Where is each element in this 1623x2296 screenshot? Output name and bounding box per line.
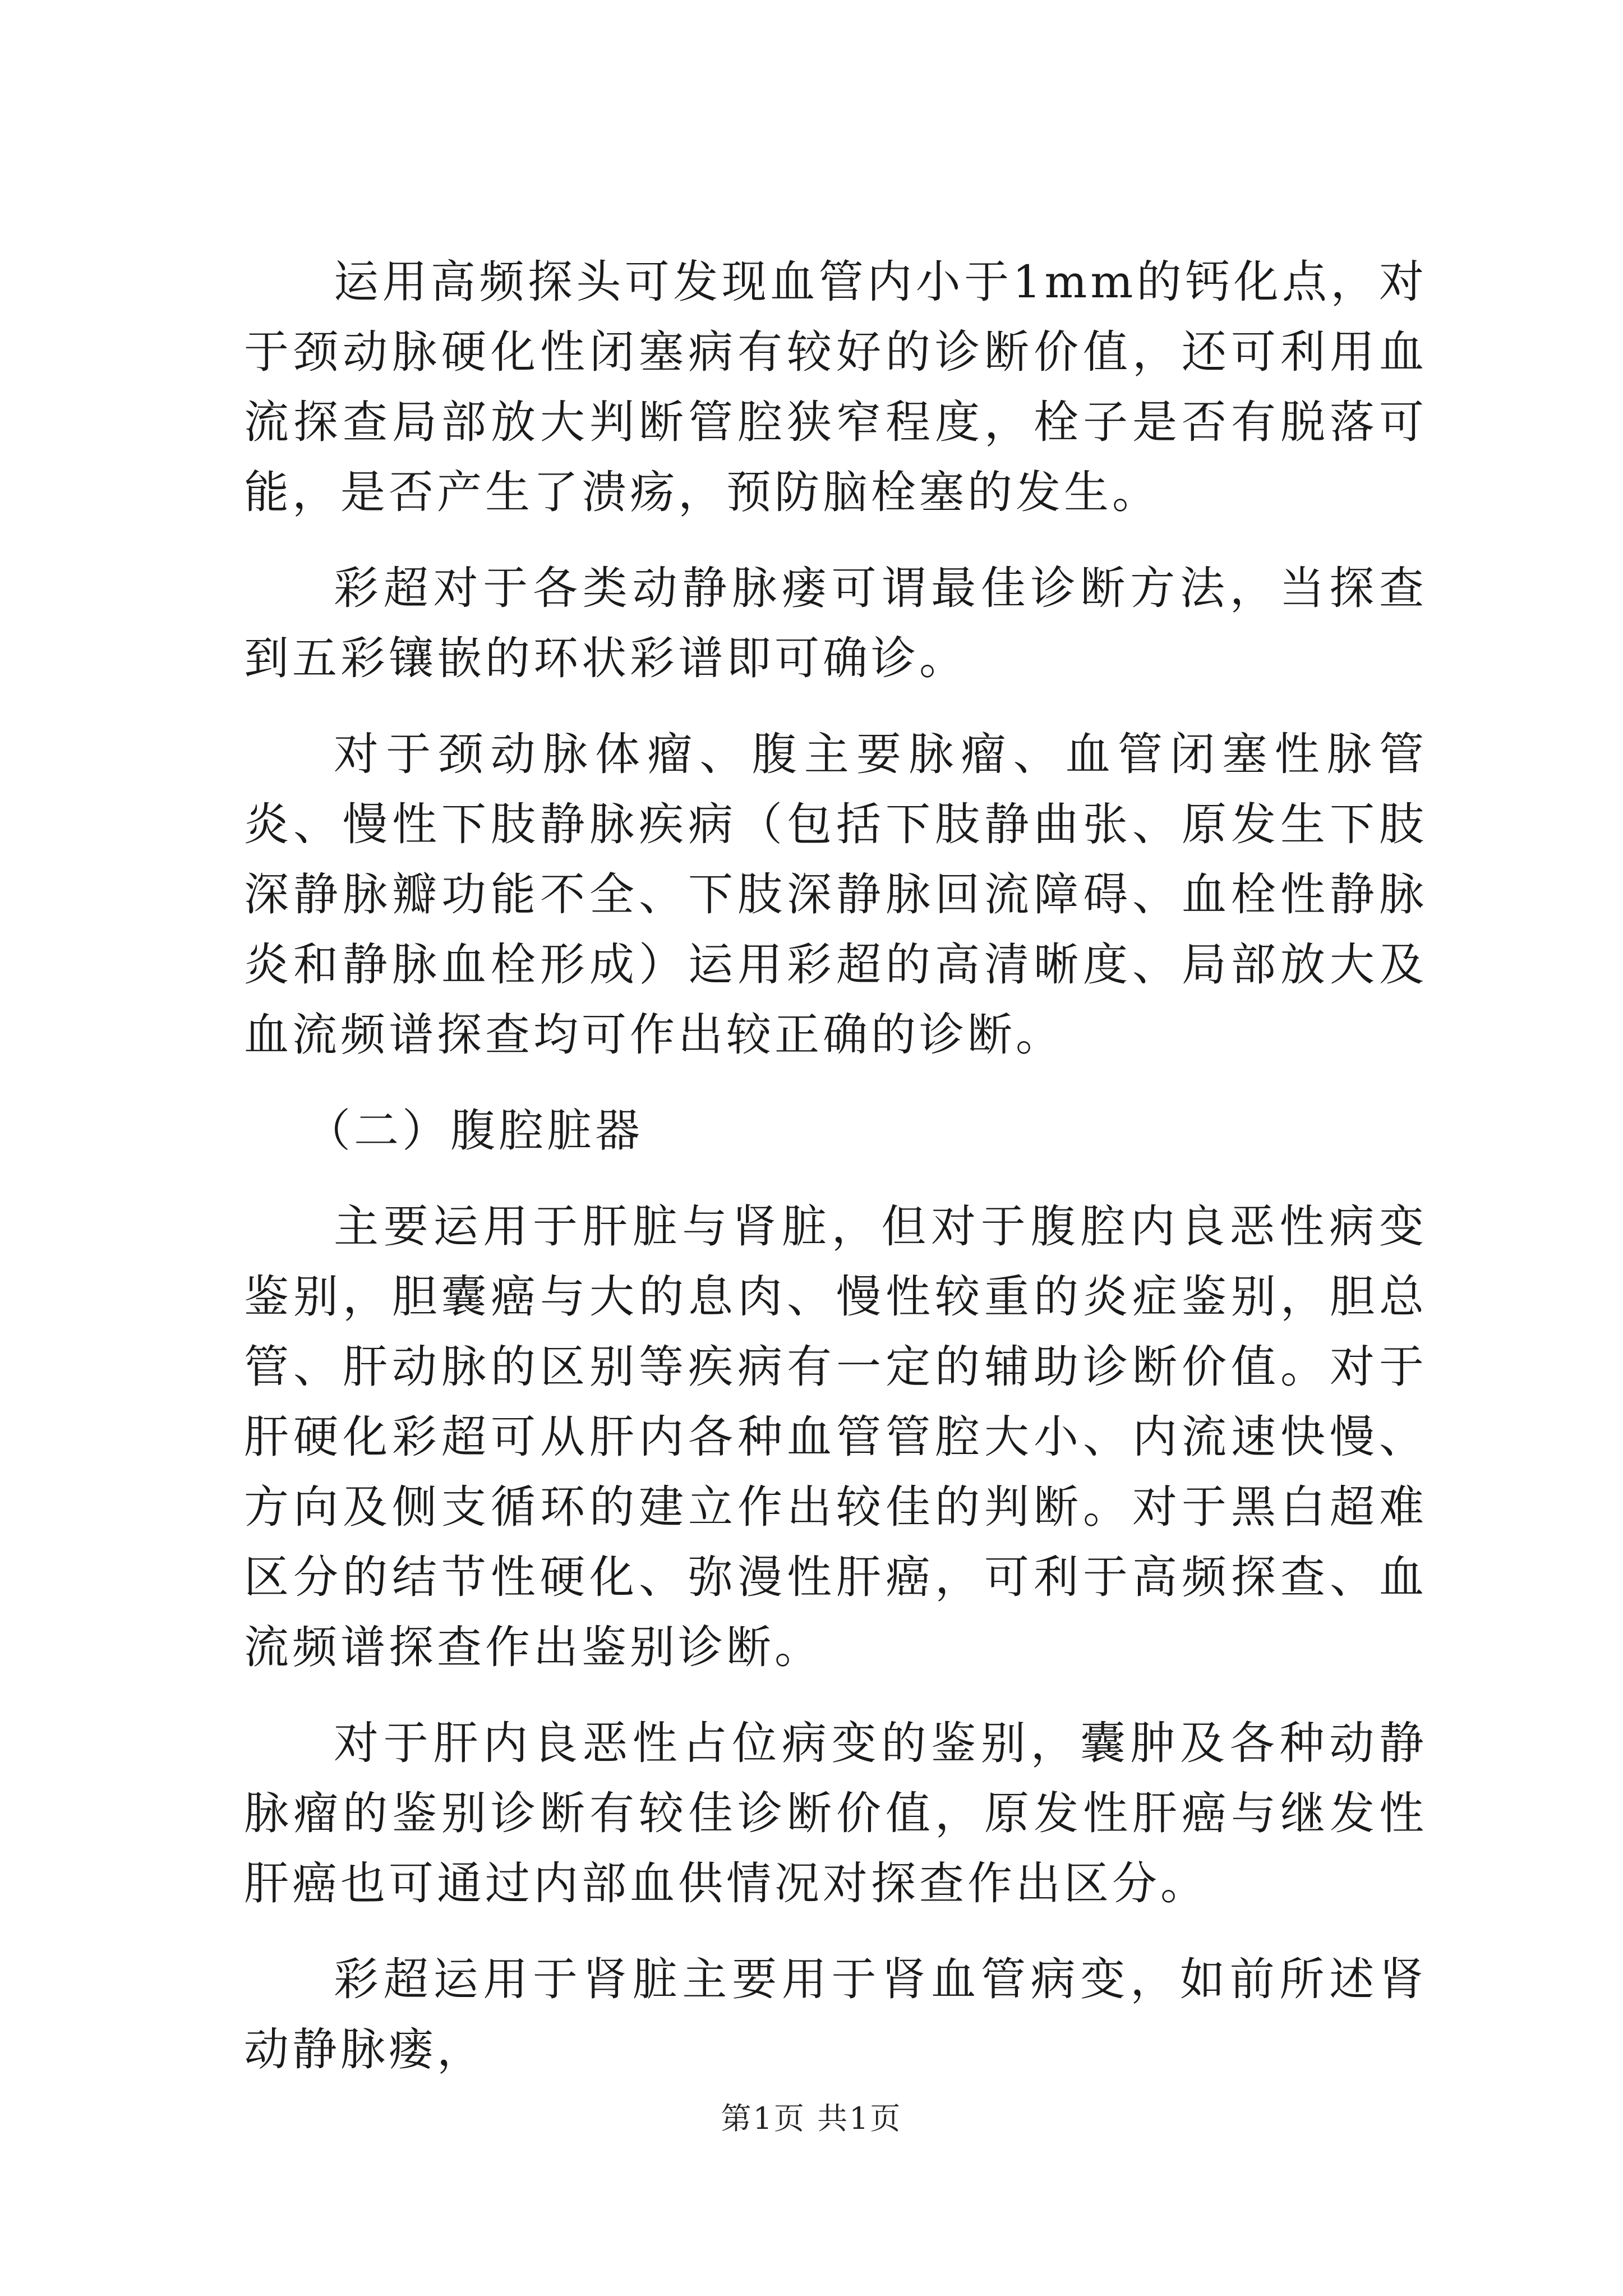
section-heading-abdominal-organs: （二）腹腔脏器 <box>306 1105 643 1157</box>
paragraph-liver-lesions: 对于肝内良恶性占位病变的鉴别，囊肿及各种动静脉瘤的鉴别诊断有较佳诊断价值，原发性肝癌与继发性肝癌也可通过内部血供情况对探查作出区分。 <box>244 1717 1427 1910</box>
paragraph-kidney-vascular: 彩超运用于肾脏主要用于肾血管病变，如前所述肾动静脉瘘， <box>244 1953 1427 2076</box>
paragraph-liver-kidney: 主要运用于肝脏与肾脏，但对于腹腔内良恶性病变鉴别，胆囊癌与大的息肉、慢性较重的炎症鉴别，胆总管、肝动脉的区别等疾病有一定的辅助诊断价值。对于肝硬化彩超可从肝内各种血管管腔大小、内流速快慢、方向及侧支循环的建立作出较佳的判断。对于黑白超难区分的结节性硬化、弥漫性肝癌，可利于高频探查、血流频谱探查作出鉴别诊断。 <box>244 1200 1427 1673</box>
paragraph-carotid-calcification: 运用高频探头可发现血管内小于1mm的钙化点，对于颈动脉硬化性闭塞病有较好的诊断价值，还可利用血流探查局部放大判断管腔狭窄程度，栓子是否有脱落可能，是否产生了溃疡，预防脑栓塞的发生。 <box>244 256 1427 518</box>
paragraph-arteriovenous-fistula: 彩超对于各类动静脉瘘可谓最佳诊断方法，当探查到五彩镶嵌的环状彩谱即可确诊。 <box>244 562 1427 684</box>
page-number-footer: 第1页 共1页 <box>721 2101 902 2136</box>
paragraph-vascular-diseases: 对于颈动脉体瘤、腹主要脉瘤、血管闭塞性脉管炎、慢性下肢静脉疾病（包括下肢静曲张、原发生下肢深静脉瓣功能不全、下肢深静脉回流障碍、血栓性静脉炎和静脉血栓形成）运用彩超的高清晰度、局部放大及血流频谱探查均可作出较正确的诊断。 <box>244 728 1427 1061</box>
body-text <box>244 247 1427 2110</box>
